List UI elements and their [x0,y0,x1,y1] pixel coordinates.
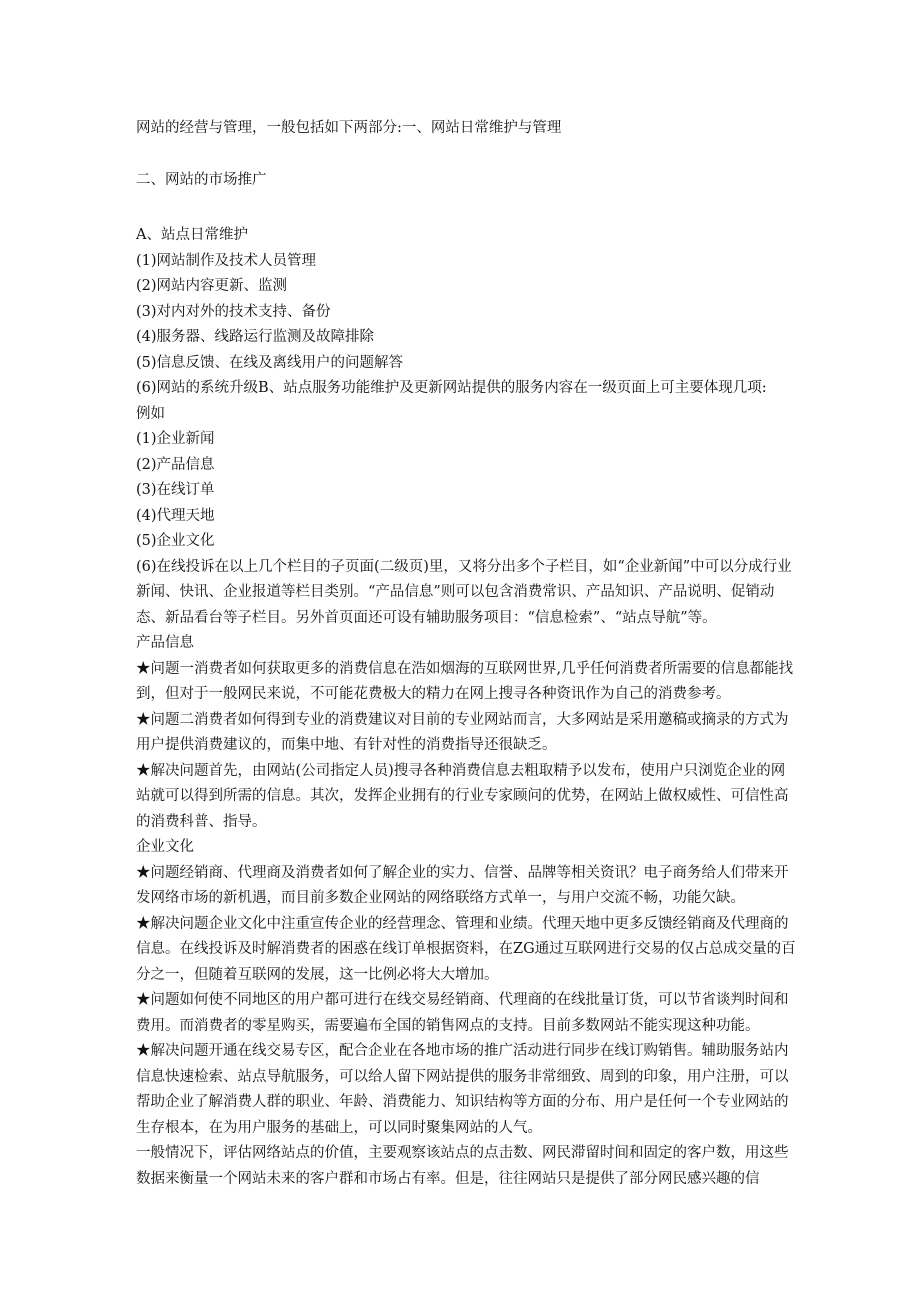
intro-line-2: 二、网站的市场推广 [136,171,267,188]
product-info-paragraph-1: ★问题一消费者如何获取更多的消费信息在浩如烟海的互联网世界,几乎任何消费者所需要的信息都能找到，但对于一般网民来说，不可能花费极大的精力在网上搜寻各种资讯作为自己的消费参考。 [136,660,794,702]
corporate-culture-heading: 企业文化 [136,839,194,855]
section-b-item-4: (4)代理天地 [136,507,215,524]
section-a-item-3: (3)对内对外的技术支持、备份 [136,303,331,320]
section-a-item-2: (2)网站内容更新、监测 [136,278,288,294]
product-info-paragraph-2: ★问题二消费者如何得到专业的消费建议对目前的专业网站而言，大多网站是采用邀稿或摘录的方式为用户提供消费建议的，而集中地、有针对性的消费指导还很缺乏。 [136,711,789,753]
section-a-item-5: (5)信息反馈、在线及离线用户的问题解答 [136,354,404,371]
intro-line-1: 网站的经营与管理，一般包括如下两部分:一、网站日常维护与管理 [136,120,562,136]
corporate-culture-paragraph-1: ★问题经销商、代理商及消费者如何了解企业的实力、信誉、品牌等相关资讯？电子商务给人们带来开发网络市场的新机遇，而目前多数企业网站的网络联络方式单一，与用户交流不畅，功能欠缺。 [136,864,789,906]
section-b-item-6: (6)在线投诉在以上几个栏目的子页面(二级页)里，又将分出多个子栏目，如“企业新闻”中可以分成行业新闻、快讯、企业报道等栏目类别。“产品信息”则可以包含消费常识、产品知识、产品说明、促销动态、新品看台等子栏目。另外首页面还可设有辅助服务项目：“信息检索”、“站点导航”等。 [136,558,792,626]
document-page [136,116,796,1192]
section-b-item-2: (2)产品信息 [136,456,215,473]
section-a-item-1: (1)网站制作及技术人员管理 [136,252,317,269]
section-b-item-5: (5)企业文化 [136,533,215,549]
section-a-item-4: (4)服务器、线路运行监测及故障排除 [136,329,375,345]
product-info-paragraph-3: ★解决问题首先，由网站(公司指定人员)搜寻各种消费信息去粗取精予以发布，使用户只浏览企业的网站就可以得到所需的信息。其次，发挥企业拥有的行业专家顾问的优势，在网站上做权威性、可信性高的消费科普、指导。 [136,762,789,830]
corporate-culture-paragraph-3: ★问题如何使不同地区的用户都可进行在线交易经销商、代理商的在线批量订货，可以节省谈判时间和费用。而消费者的零星购买，需要遍布全国的销售网点的支持。目前多数网站不能实现这种功能。 [136,992,789,1034]
section-a-item-6-cont: 例如 [136,405,165,422]
section-a-item-6: (6)网站的系统升级B、站点服务功能维护及更新网站提供的服务内容在一级页面上可主要体现几项: [136,380,767,396]
corporate-culture-paragraph-2: ★解决问题企业文化中注重宣传企业的经营理念、管理和业绩。代理天地中更多反馈经销商及代理商的信息。在线投诉及时解消费者的困惑在线订单根据资料，在ZG通过互联网进行交易的仅占总成交量的百分之一，但随着互联网的发展，这一比例必将大大增加。 [136,915,796,983]
corporate-culture-paragraph-4: ★解决问题开通在线交易专区，配合企业在各地市场的推广活动进行同步在线订购销售。辅助服务站内信息快速检索、站点导航服务，可以给人留下网站提供的服务非常细致、周到的印象，用户注册，可以帮助企业了解消费人群的职业、年龄、消费能力、知识结构等方面的分布、用户是任何一个专业网站的生存根本，在为用户服务的基础上，可以同时聚集网站的人气。 [136,1043,789,1136]
section-b-item-3: (3)在线订单 [136,482,215,498]
closing-paragraph: 一般情况下，评估网络站点的价值，主要观察该站点的点击数、网民滞留时间和固定的客户数，用这些数据来衡量一个网站未来的客户群和市场占有率。但是，往往网站只是提供了部分网民感兴趣的信 [136,1145,789,1187]
section-b-item-1: (1)企业新闻 [136,431,215,447]
section-a-heading: A、站点日常维护 [136,227,248,243]
product-info-heading: 产品信息 [136,635,194,651]
